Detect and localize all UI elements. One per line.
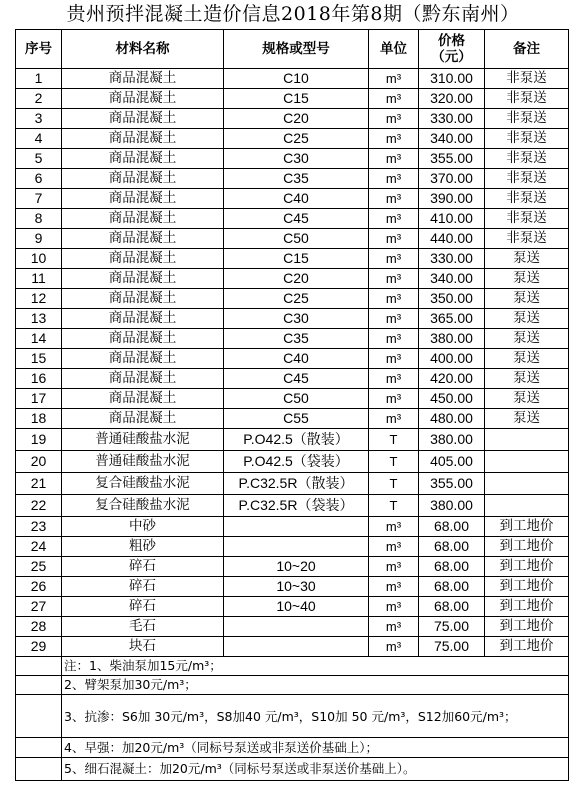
price-table	[15, 29, 569, 781]
cell-material-name: 商品混凝土	[62, 109, 224, 129]
note-row	[16, 676, 569, 695]
cell-spec: 10~20	[224, 557, 369, 577]
cell-unit: m³	[369, 389, 419, 409]
cell-no: 26	[16, 577, 62, 597]
table-row	[16, 129, 569, 149]
cell-spec: C40	[224, 349, 369, 369]
cell-unit: m³	[369, 129, 419, 149]
cell-note: 到工地价	[485, 597, 569, 617]
table-row	[16, 637, 569, 657]
cell-price: 380.00	[419, 429, 485, 451]
header-name: 材料名称	[62, 30, 224, 69]
cell-note: 泵送	[485, 329, 569, 349]
note-text: 3、抗渗：S6加 30元/m³，S8加40 元/m³，S10加 50 元/m³，S12加60元/m³；	[62, 695, 569, 738]
cell-no: 23	[16, 517, 62, 537]
cell-material-name: 碎石	[62, 557, 224, 577]
cell-spec: C45	[224, 369, 369, 389]
cell-price: 420.00	[419, 369, 485, 389]
cell-no: 2	[16, 89, 62, 109]
cell-no: 4	[16, 129, 62, 149]
cell-no: 27	[16, 597, 62, 617]
cell-price: 340.00	[419, 269, 485, 289]
table-row	[16, 169, 569, 189]
cell-note: 到工地价	[485, 537, 569, 557]
cell-price: 68.00	[419, 577, 485, 597]
cell-price: 380.00	[419, 495, 485, 517]
cell-material-name: 商品混凝土	[62, 289, 224, 309]
cell-no: 6	[16, 169, 62, 189]
table-row	[16, 557, 569, 577]
cell-price: 405.00	[419, 451, 485, 473]
cell-spec: C20	[224, 269, 369, 289]
table-row	[16, 189, 569, 209]
cell-material-name: 粗砂	[62, 537, 224, 557]
table-row	[16, 249, 569, 269]
header-spec: 规格或型号	[224, 30, 369, 69]
table-row	[16, 517, 569, 537]
cell-unit: m³	[369, 149, 419, 169]
table-row	[16, 429, 569, 451]
table-row	[16, 309, 569, 329]
cell-material-name: 碎石	[62, 597, 224, 617]
table-row	[16, 577, 569, 597]
cell-material-name: 商品混凝土	[62, 229, 224, 249]
cell-spec: C30	[224, 149, 369, 169]
cell-material-name: 商品混凝土	[62, 269, 224, 289]
cell-note: 非泵送	[485, 89, 569, 109]
cell-unit: m³	[369, 557, 419, 577]
cell-material-name: 商品混凝土	[62, 149, 224, 169]
cell-material-name: 商品混凝土	[62, 369, 224, 389]
cell-price: 355.00	[419, 473, 485, 495]
cell-spec: 10~30	[224, 577, 369, 597]
table-row	[16, 537, 569, 557]
cell-unit: m³	[369, 329, 419, 349]
cell-no: 3	[16, 109, 62, 129]
table-row	[16, 495, 569, 517]
table-body	[16, 69, 569, 657]
cell-price: 330.00	[419, 249, 485, 269]
cell-no: 29	[16, 637, 62, 657]
cell-no: 8	[16, 209, 62, 229]
cell-no: 22	[16, 495, 62, 517]
cell-note: 泵送	[485, 409, 569, 429]
cell-note: 泵送	[485, 369, 569, 389]
cell-unit: T	[369, 495, 419, 517]
cell-no: 10	[16, 249, 62, 269]
cell-no: 7	[16, 189, 62, 209]
cell-unit: m³	[369, 269, 419, 289]
cell-material-name: 商品混凝土	[62, 209, 224, 229]
cell-material-name: 商品混凝土	[62, 349, 224, 369]
cell-unit: m³	[369, 637, 419, 657]
note-text: 4、早强：加20元/m³（同标号泵送或非泵送价基础上）；	[62, 738, 569, 758]
cell-note	[485, 429, 569, 451]
cell-spec: C50	[224, 229, 369, 249]
cell-note: 泵送	[485, 289, 569, 309]
cell-spec: C35	[224, 329, 369, 349]
table-row	[16, 349, 569, 369]
cell-price: 68.00	[419, 597, 485, 617]
cell-no: 16	[16, 369, 62, 389]
table-header-row	[16, 30, 569, 69]
cell-material-name: 商品混凝土	[62, 69, 224, 89]
table-row	[16, 369, 569, 389]
cell-note: 到工地价	[485, 637, 569, 657]
cell-no: 9	[16, 229, 62, 249]
cell-no: 19	[16, 429, 62, 451]
cell-price: 355.00	[419, 149, 485, 169]
cell-note: 到工地价	[485, 577, 569, 597]
cell-spec: C10	[224, 69, 369, 89]
cell-unit: m³	[369, 289, 419, 309]
cell-note: 到工地价	[485, 617, 569, 637]
cell-note: 非泵送	[485, 169, 569, 189]
cell-spec: C45	[224, 209, 369, 229]
note-row	[16, 738, 569, 758]
cell-price: 330.00	[419, 109, 485, 129]
cell-material-name: 碎石	[62, 577, 224, 597]
cell-price: 310.00	[419, 69, 485, 89]
cell-unit: m³	[369, 617, 419, 637]
cell-unit: m³	[369, 577, 419, 597]
cell-spec: C15	[224, 89, 369, 109]
cell-price: 450.00	[419, 389, 485, 409]
cell-note	[485, 473, 569, 495]
cell-unit: m³	[369, 229, 419, 249]
cell-unit: T	[369, 451, 419, 473]
cell-material-name: 普通硅酸盐水泥	[62, 429, 224, 451]
cell-unit: m³	[369, 69, 419, 89]
cell-spec: C30	[224, 309, 369, 329]
cell-no: 5	[16, 149, 62, 169]
cell-price: 75.00	[419, 617, 485, 637]
table-row	[16, 329, 569, 349]
cell-no: 12	[16, 289, 62, 309]
cell-material-name: 复合硅酸盐水泥	[62, 495, 224, 517]
cell-material-name: 商品混凝土	[62, 409, 224, 429]
cell-unit: m³	[369, 409, 419, 429]
cell-material-name: 商品混凝土	[62, 309, 224, 329]
cell-no: 28	[16, 617, 62, 637]
cell-material-name: 商品混凝土	[62, 189, 224, 209]
header-no: 序号	[16, 30, 62, 69]
cell-unit: m³	[369, 169, 419, 189]
cell-spec: C55	[224, 409, 369, 429]
cell-material-name: 商品混凝土	[62, 169, 224, 189]
table-row	[16, 473, 569, 495]
cell-price: 68.00	[419, 537, 485, 557]
cell-unit: T	[369, 429, 419, 451]
cell-no: 15	[16, 349, 62, 369]
cell-price: 350.00	[419, 289, 485, 309]
cell-unit: m³	[369, 517, 419, 537]
note-row	[16, 695, 569, 738]
cell-price: 320.00	[419, 89, 485, 109]
cell-unit: m³	[369, 537, 419, 557]
cell-note: 非泵送	[485, 149, 569, 169]
table-row	[16, 229, 569, 249]
cell-unit: m³	[369, 349, 419, 369]
cell-no: 17	[16, 389, 62, 409]
note-text: 注：1、柴油泵加15元/m³；	[62, 657, 569, 676]
table-row	[16, 109, 569, 129]
cell-spec: C25	[224, 129, 369, 149]
cell-price: 340.00	[419, 129, 485, 149]
table-row	[16, 597, 569, 617]
cell-spec	[224, 517, 369, 537]
table-row	[16, 69, 569, 89]
cell-note	[485, 495, 569, 517]
cell-spec: C20	[224, 109, 369, 129]
table-row	[16, 409, 569, 429]
cell-note: 非泵送	[485, 129, 569, 149]
cell-no: 14	[16, 329, 62, 349]
cell-note: 泵送	[485, 249, 569, 269]
cell-no: 1	[16, 69, 62, 89]
cell-material-name: 毛石	[62, 617, 224, 637]
table-row	[16, 149, 569, 169]
cell-no: 13	[16, 309, 62, 329]
cell-unit: m³	[369, 249, 419, 269]
cell-unit: m³	[369, 189, 419, 209]
cell-spec: P.C32.5R（散装）	[224, 473, 369, 495]
cell-unit: T	[369, 473, 419, 495]
header-unit: 单位	[369, 30, 419, 69]
cell-note: 非泵送	[485, 109, 569, 129]
cell-no: 25	[16, 557, 62, 577]
cell-material-name: 商品混凝土	[62, 329, 224, 349]
cell-no: 24	[16, 537, 62, 557]
cell-material-name: 商品混凝土	[62, 89, 224, 109]
cell-material-name: 商品混凝土	[62, 129, 224, 149]
cell-no: 21	[16, 473, 62, 495]
cell-spec: P.O42.5（袋装）	[224, 451, 369, 473]
cell-price: 440.00	[419, 229, 485, 249]
cell-material-name: 商品混凝土	[62, 389, 224, 409]
cell-material-name: 复合硅酸盐水泥	[62, 473, 224, 495]
note-row	[16, 657, 569, 676]
cell-material-name: 商品混凝土	[62, 249, 224, 269]
cell-note: 泵送	[485, 349, 569, 369]
cell-spec: P.O42.5（散装）	[224, 429, 369, 451]
note-text: 2、臂架泵加30元/m³；	[62, 676, 569, 695]
table-row	[16, 451, 569, 473]
cell-note: 泵送	[485, 309, 569, 329]
cell-unit: m³	[369, 309, 419, 329]
cell-price: 380.00	[419, 329, 485, 349]
cell-price: 370.00	[419, 169, 485, 189]
table-row	[16, 389, 569, 409]
header-price: 价格 （元）	[419, 30, 485, 69]
cell-unit: m³	[369, 369, 419, 389]
cell-price: 68.00	[419, 557, 485, 577]
cell-spec	[224, 617, 369, 637]
cell-price: 365.00	[419, 309, 485, 329]
cell-unit: m³	[369, 89, 419, 109]
table-row	[16, 209, 569, 229]
table-row	[16, 617, 569, 637]
cell-note: 到工地价	[485, 517, 569, 537]
cell-no: 18	[16, 409, 62, 429]
cell-spec: C40	[224, 189, 369, 209]
table-row	[16, 89, 569, 109]
cell-unit: m³	[369, 209, 419, 229]
cell-note: 到工地价	[485, 557, 569, 577]
cell-note: 非泵送	[485, 209, 569, 229]
cell-spec: 10~40	[224, 597, 369, 617]
cell-price: 400.00	[419, 349, 485, 369]
cell-material-name: 块石	[62, 637, 224, 657]
cell-spec: C25	[224, 289, 369, 309]
cell-unit: m³	[369, 109, 419, 129]
cell-note: 非泵送	[485, 189, 569, 209]
cell-price: 68.00	[419, 517, 485, 537]
note-text: 5、细石混凝土：加20元/m³（同标号泵送或非泵送价基础上）。	[62, 758, 569, 781]
note-row	[16, 758, 569, 781]
cell-spec: C50	[224, 389, 369, 409]
cell-no: 20	[16, 451, 62, 473]
cell-spec	[224, 637, 369, 657]
cell-note: 非泵送	[485, 229, 569, 249]
cell-spec: C35	[224, 169, 369, 189]
cell-material-name: 普通硅酸盐水泥	[62, 451, 224, 473]
cell-spec: P.C32.5R（袋装）	[224, 495, 369, 517]
table-row	[16, 289, 569, 309]
cell-price: 480.00	[419, 409, 485, 429]
cell-note: 泵送	[485, 269, 569, 289]
cell-spec: C15	[224, 249, 369, 269]
cell-price: 75.00	[419, 637, 485, 657]
cell-note: 泵送	[485, 389, 569, 409]
notes-section	[16, 657, 569, 781]
cell-no: 11	[16, 269, 62, 289]
cell-note	[485, 451, 569, 473]
cell-spec	[224, 537, 369, 557]
page-title: 贵州预拌混凝土造价信息2018年第8期（黔东南州）	[66, 3, 520, 25]
table-row	[16, 269, 569, 289]
cell-unit: m³	[369, 597, 419, 617]
cell-note: 非泵送	[485, 69, 569, 89]
cell-price: 410.00	[419, 209, 485, 229]
header-note: 备注	[485, 30, 569, 69]
cell-price: 390.00	[419, 189, 485, 209]
cell-material-name: 中砂	[62, 517, 224, 537]
